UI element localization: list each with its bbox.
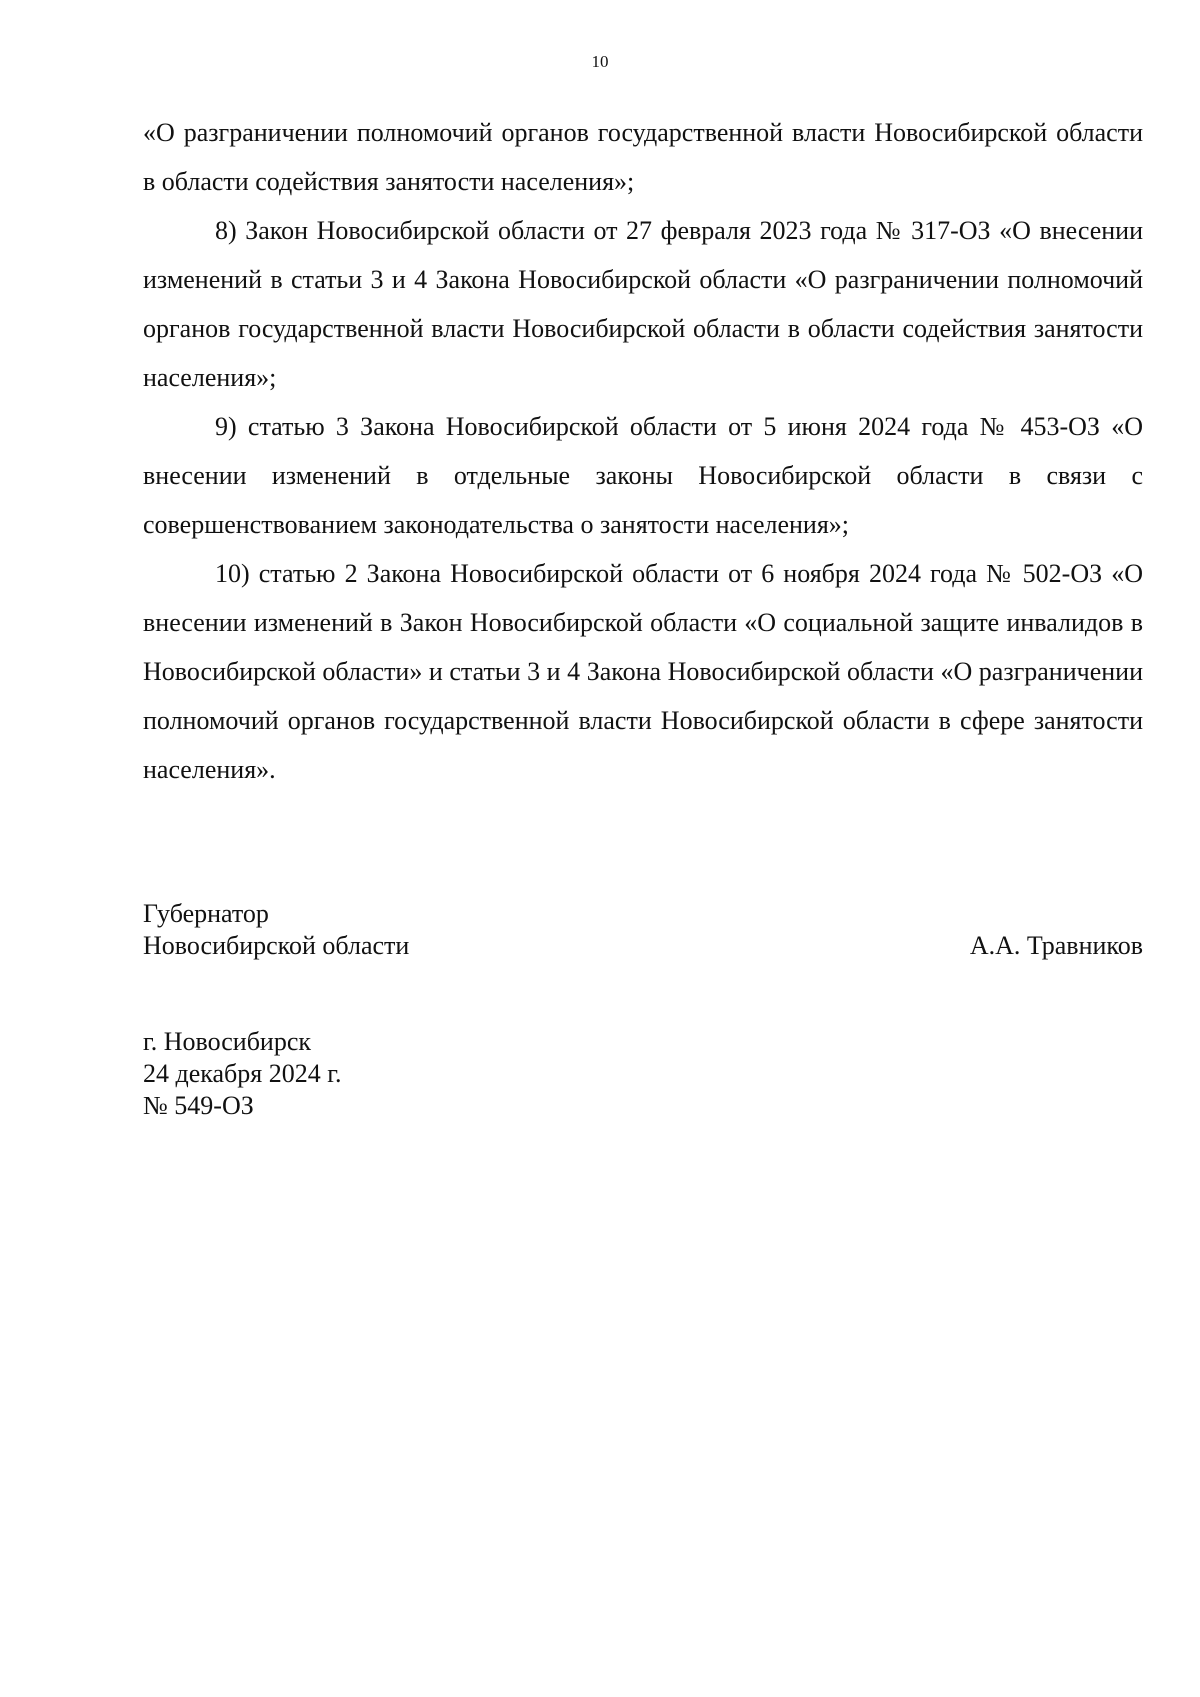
document-city: г. Новосибирск [143, 1027, 312, 1056]
signature-block [143, 898, 1143, 962]
page-number: 10 [591, 52, 609, 71]
place-date-block [143, 1026, 341, 1122]
document-date: 24 декабря 2024 г. [143, 1059, 342, 1088]
paragraph-item-10: 10) статью 2 Закона Новосибирской области от 6 ноября 2024 года № 502-ОЗ «О внесении изменений в Закон Новосибирской области «О социальной защите инвалидов в Новосибирской области» и статьи 3 и 4 Закона Новосибирской области «О разграничении полномочий органов государственной власти Новосибирской области в сфере занятости населения». [143, 559, 1143, 784]
signatory-position-line2: Новосибирской области [143, 931, 410, 960]
paragraph-item-9: 9) статью 3 Закона Новосибирской области от 5 июня 2024 года № 453-ОЗ «О внесении изменений в отдельные законы Новосибирской области в связи с совершенствованием законодательства о занятости населения»; [143, 412, 1143, 539]
document-number: № 549-ОЗ [143, 1091, 254, 1120]
signatory-name: А.А. Травников [969, 931, 1143, 960]
signatory-position-line1: Губернатор [143, 899, 269, 928]
paragraph-continuation: «О разграничении полномочий органов государственной власти Новосибирской области в области содействия занятости населения»; [143, 118, 1143, 196]
paragraph-item-8: 8) Закон Новосибирской области от 27 февраля 2023 года № 317-ОЗ «О внесении изменений в статьи 3 и 4 Закона Новосибирской области «О разграничении полномочий органов государственной власти Новосибирской области в области содействия занятости населения»; [143, 216, 1143, 392]
document-body [143, 108, 1143, 794]
